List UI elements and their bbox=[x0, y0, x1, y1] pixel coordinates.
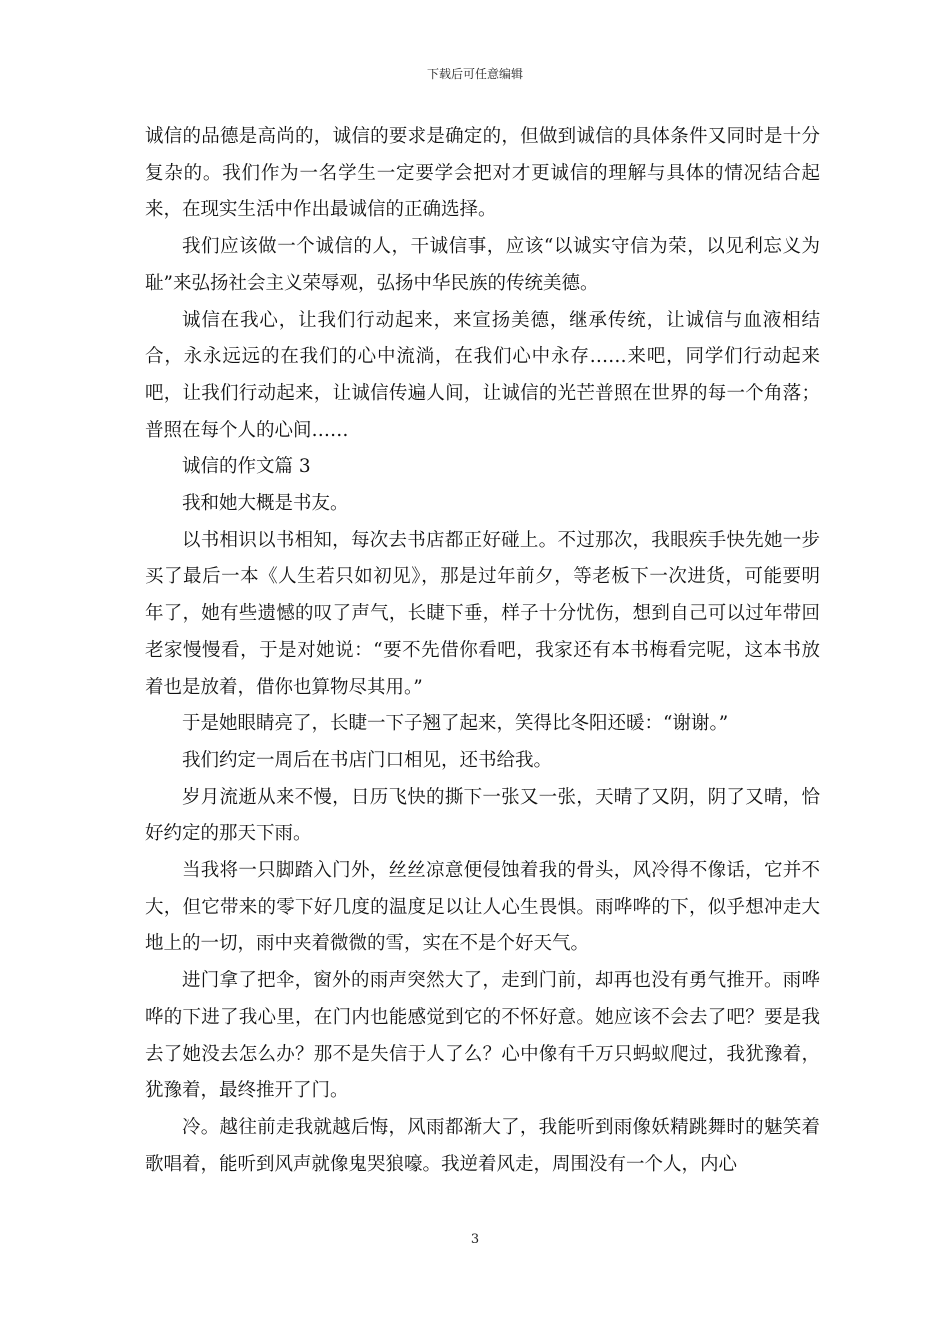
paragraph: 诚信的作文篇 3 bbox=[182, 456, 311, 478]
paragraph: 当我将一只脚踏入门外，丝丝凉意便侵蚀着我的骨头，风冷得不像话，它并不大，但它带来的零下好几度的温度足以让人心生畏惧。雨哗哗的下，似乎想冲走大地上的一切，雨中夹着微微的雪，实在不是个好天气。 bbox=[145, 860, 820, 955]
paragraph: 于是她眼睛亮了，长睫一下子翘了起来，笑得比冬阳还暖：“谢谢。” bbox=[182, 713, 729, 735]
page-number: 3 bbox=[470, 1232, 480, 1247]
paragraph: 进门拿了把伞，窗外的雨声突然大了，走到门前，却再也没有勇气推开。雨哗哗的下进了我心里，在门内也能感觉到它的不怀好意。她应该不会去了吧？要是我去了她没去怎么办？那不是失信于人了么？心中像有千万只蚂蚁爬过，我犹豫着，犹豫着，最终推开了门。 bbox=[145, 970, 820, 1102]
paragraph: 以书相识以书相知，每次去书店都正好碰上。不过那次，我眼疾手快先她一步买了最后一本《人生若只如初见》，那是过年前夕，等老板下一次进货，可能要明年了，她有些遗憾的叹了声气，长睫下垂，样子十分忧伤，想到自己可以过年带回老家慢慢看，于是对她说：“要不先借你看吧，我家还有本书梅看完呢，这本书放着也是放着，借你也算物尽其用。” bbox=[145, 529, 820, 698]
paragraph: 诚信的品德是高尚的，诚信的要求是确定的，但做到诚信的具体条件又同时是十分复杂的。我们作为一名学生一定要学会把对才更诚信的理解与具体的情况结合起来，在现实生活中作出最诚信的正确选择。 bbox=[145, 126, 820, 221]
paragraph: 诚信在我心，让我们行动起来，来宣扬美德，继承传统，让诚信与血液相结合，永永远远的在我们的心中流淌，在我们心中永存……来吧，同学们行动起来吧，让我们行动起来，让诚信传遍人间，让诚信的光芒普照在世界的每一个角落；普照在每个人的心间…… bbox=[145, 309, 820, 441]
paragraph: 岁月流逝从来不慢，日历飞快的撕下一张又一张，天晴了又阴，阴了又晴，恰好约定的那天下雨。 bbox=[145, 786, 820, 845]
page-header: 下载后可任意编辑 bbox=[426, 67, 523, 81]
paragraph: 我们约定一周后在书店门口相见，还书给我。 bbox=[182, 749, 553, 771]
document-body bbox=[145, 119, 820, 1183]
paragraph: 冷。越往前走我就越后悔，风雨都渐大了，我能听到雨像妖精跳舞时的魅笑着歌唱着，能听到风声就像鬼哭狼嚎。我逆着风走，周围没有一个人，内心 bbox=[145, 1116, 820, 1175]
paragraph: 我们应该做一个诚信的人，干诚信事，应该“以诚实守信为荣，以见利忘义为耻”来弘扬社会主义荣辱观，弘扬中华民族的传统美德。 bbox=[145, 236, 820, 294]
paragraph: 我和她大概是书友。 bbox=[182, 493, 349, 515]
